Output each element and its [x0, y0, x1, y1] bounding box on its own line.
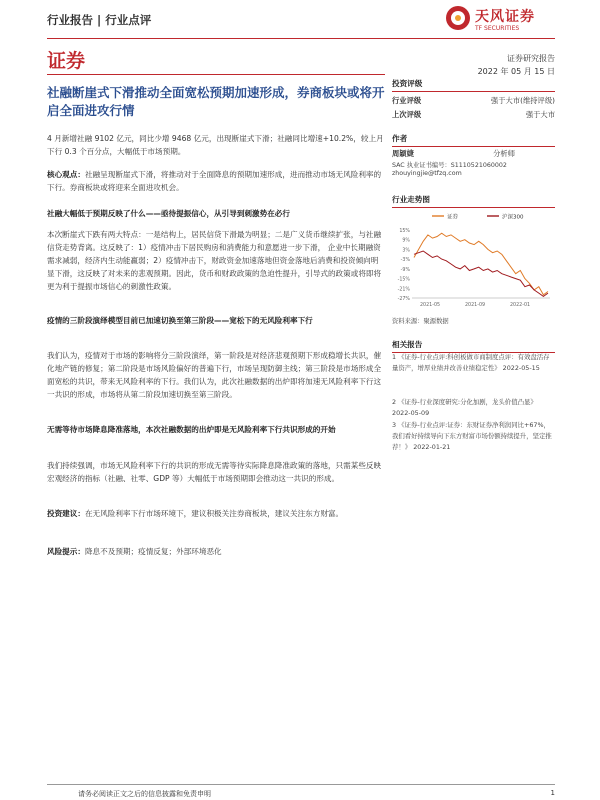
series-line-1: [414, 251, 548, 296]
paragraph-consensus: 我们持续强调，市场无风险利率下行的共识的形成无需等待实际降息降准政策的落地，只需某些反映宏观经济的指标（社融、社零、GDP 等）大幅低于市场预期即会推动这一共识的形成。: [47, 461, 382, 483]
rating-row1-label: 行业评级: [392, 96, 422, 105]
core-view-lead: 核心观点：: [47, 170, 85, 179]
y-tick-label-4: -9%: [400, 267, 410, 273]
paragraph-summary: 4 月新增社融 9102 亿元，同比少增 9468 亿元，出现断崖式下滑；社融同比增速+10.2%，较上月下行 0.3 个百分点，大幅低于市场预期。: [47, 134, 384, 156]
logo-text-en: TF SECURITIES: [475, 25, 520, 32]
y-tick-label-1: 9%: [402, 238, 410, 244]
paragraph-risk: [47, 545, 385, 558]
x-tick-label-0: 2021-05: [420, 303, 441, 308]
rating-row1-value: 强于大市(维持评级): [490, 96, 555, 105]
rating-title: 投资评级: [392, 79, 423, 88]
risk-lead: 风险提示：: [47, 547, 85, 556]
subheading-3: 无需等待市场降息降准落地，本次社融数据的出炉即是无风险利率下行共识形成的开始: [47, 425, 336, 434]
rating-block: [392, 78, 555, 92]
related-item-3[interactable]: 3 《证券-行业点评:证券：东财证券净利润同比+67%，我们看好持续导向下东方财富市场份额持续提升，坚定推荐！》 2022-01-21: [392, 421, 552, 451]
section-title: 证券: [47, 50, 86, 72]
author-email[interactable]: zhouyingjie@tfzq.com: [392, 170, 462, 177]
related-block: [392, 339, 555, 353]
report-type-label: 证券研究报告: [507, 54, 555, 63]
core-view-text: 社融呈现断崖式下滑，将推动对于全面降息的预期加速形成，进而推动市场无风险利率的下行。券商板块或将迎来全面进攻机会。: [47, 170, 382, 192]
author-block: [392, 133, 555, 147]
author-title: 作者: [392, 134, 408, 143]
investment-lead: 投资建议：: [47, 509, 85, 518]
subheading-2: 疫情的三阶段演绎模型目前已加速切换至第三阶段——宽松下的无风险利率下行: [47, 316, 313, 325]
rating-row2-label: 上次评级: [392, 110, 422, 119]
related-item-1[interactable]: 1 《证券-行业点评:科创板做市商制度点评：有效盘活存量资产，增厚业绩并改善业绩稳定性》 2022-05-15: [392, 353, 550, 372]
rating-row2-value: 强于大市: [525, 110, 555, 119]
related-title: 相关报告: [392, 340, 423, 349]
risk-text: 降息不及预期；疫情反复；外部环境恶化: [84, 547, 222, 556]
trend-block: [392, 194, 555, 208]
paragraph-three-stages: 我们认为，疫情对于市场的影响将分三阶段演绎，第一阶段是对经济悲观预期下形成稳增长共识，催化地产链的修复；第二阶段是市场风险偏好的普遍下行，市场呈现防御主线；第三阶段是市场形成全面宽松的共识，带来无风险利率的下行。我们认为，此次社融数据的出炉即将加速无风险利率下行这一共识的形成，市场将从第二阶段加速切换至第三阶段。: [47, 351, 382, 399]
subheading-1: 社融大幅低于预期反映了什么——亟待提振信心，从引导到刺激势在必行: [47, 209, 290, 218]
author-divider: [392, 146, 555, 147]
y-tick-label-3: -3%: [400, 258, 410, 264]
paragraph-investment: [47, 507, 385, 520]
y-tick-label-5: -15%: [397, 277, 410, 283]
y-tick-label-0: 15%: [399, 229, 410, 234]
x-tick-label-2: 2022-01: [510, 303, 531, 308]
chart-source: 资料来源：聚源数据: [392, 318, 449, 325]
footer-divider: [47, 784, 555, 785]
footer-disclaimer: 请务必阅读正文之后的信息披露和免责申明: [78, 790, 211, 798]
legend-label-1: 沪深300: [502, 214, 524, 221]
legend-label-0: 证券: [447, 214, 459, 221]
paragraph-analysis: 本次断崖式下跌有两大特点：一是结构上，居民信贷下滑最为明显；二是广义货币继续扩张，与社融信贷走势背离。这反映了：1）疫情冲击下居民购房和消费能力和意愿进一步下滑， 企业中长期融资需求减弱，经济内生动能羸弱；2）疫情冲击下，财政资金加速落地但资金落地后消费和投资倾向明显下滑，这反映了对未来的悲观预期。因此，货币和财政政策的急迫性提升，引导式的政策或将即将更为利于提振市场信心的刺激性政策。: [47, 230, 382, 291]
y-tick-label-7: -27%: [397, 297, 410, 302]
header-divider: [47, 38, 555, 39]
related-item-2[interactable]: 2 《证券-行业深度研究:分化加剧，龙头价值凸显》 2022-05-09: [392, 398, 537, 417]
report-headline: 社融断崖式下滑推动全面宽松预期加速形成，券商板块或将开启全面进攻行情: [47, 85, 385, 118]
logo-mark-icon: [445, 5, 471, 31]
section-divider: [47, 74, 385, 75]
logo-text-cn: 天风证券: [475, 9, 535, 25]
author-cert: SAC 执业证书编号：S1110521060002: [392, 162, 507, 169]
trend-divider: [392, 207, 555, 208]
x-tick-label-1: 2021-09: [465, 303, 486, 308]
report-date: 2022 年 05 月 15 日: [477, 67, 555, 76]
y-tick-label-2: 3%: [402, 248, 410, 254]
paragraph-core-view: [47, 168, 385, 194]
trend-title: 行业走势图: [392, 195, 430, 204]
company-logo: [445, 5, 555, 35]
y-tick-label-6: -21%: [397, 287, 410, 293]
investment-text: 在无风险利率下行市场环境下，建议积极关注券商板块，建议关注东方财富。: [84, 509, 344, 518]
page-number: 1: [550, 789, 555, 797]
industry-trend-chart: [392, 210, 555, 313]
author-name: 周颖婕: [392, 149, 414, 158]
author-role: 分析师: [493, 149, 515, 158]
rating-divider: [392, 91, 555, 92]
header-category: 行业报告 | 行业点评: [47, 13, 152, 27]
